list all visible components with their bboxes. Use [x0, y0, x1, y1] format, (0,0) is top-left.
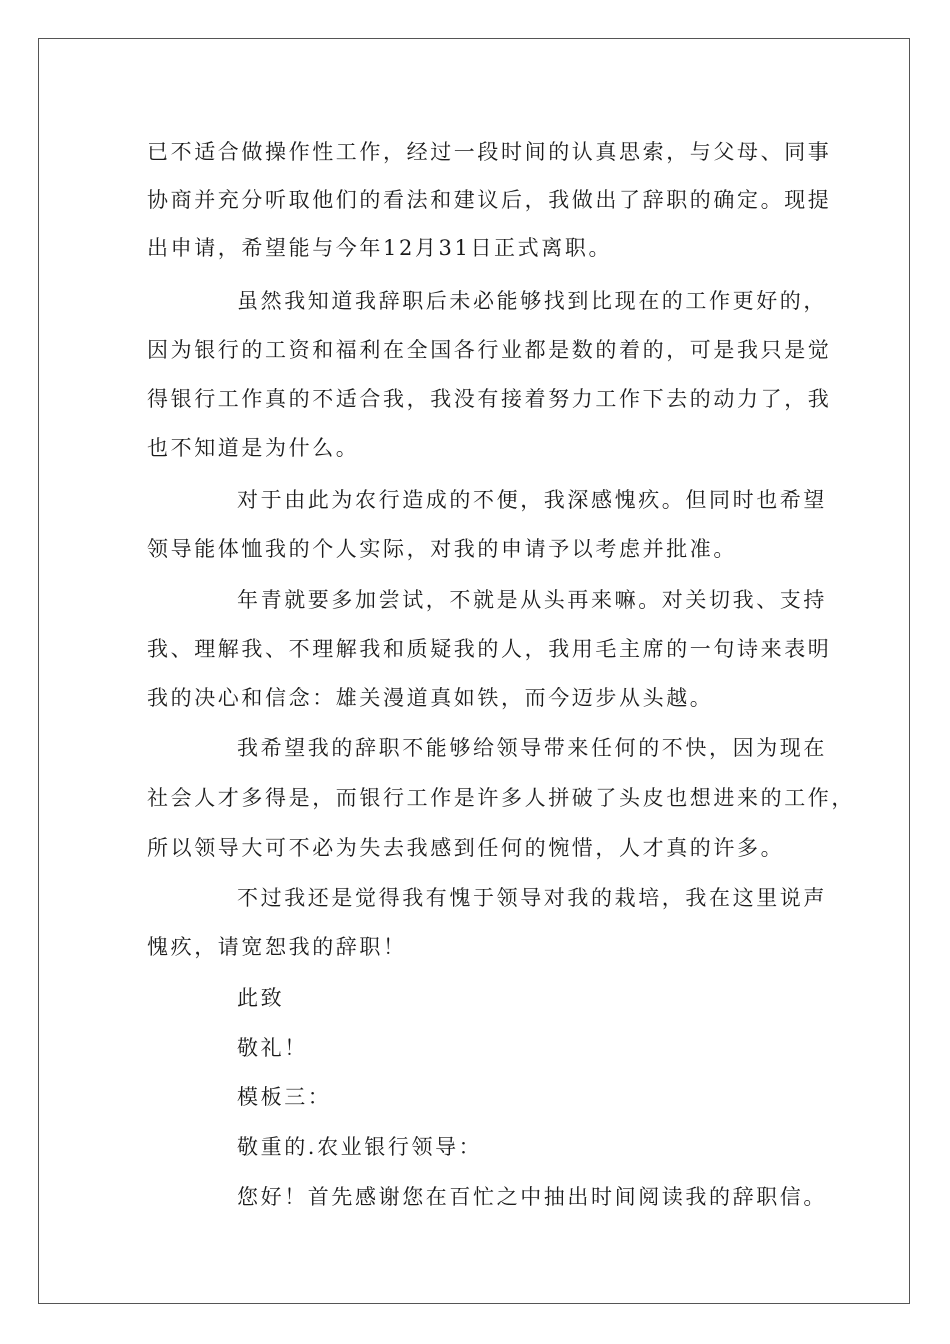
text-line: 所以领导大可不必为失去我感到任何的惋惜，人才真的许多。	[147, 836, 785, 860]
text-line: 得银行工作真的不适合我，我没有接着努力工作下去的动力了，我	[147, 387, 832, 411]
text-line: 模板三：	[237, 1085, 332, 1109]
text-line: 虽然我知道我辞职后未必能够找到比现在的工作更好的，	[237, 289, 827, 313]
text-line: 您好！首先感谢您在百忙之中抽出时间阅读我的辞职信。	[237, 1185, 827, 1209]
text-line: 我希望我的辞职不能够给领导带来任何的不快，因为现在	[237, 736, 827, 760]
text-line: 此致	[237, 986, 285, 1010]
text-line: 不过我还是觉得我有愧于领导对我的栽培，我在这里说声	[237, 886, 827, 910]
text-line: 敬重的.农业银行领导：	[237, 1135, 483, 1159]
text-line: 社会人才多得是，而银行工作是许多人拼破了头皮也想进来的工作，	[147, 786, 855, 810]
text-line: 领导能体恤我的个人实际，对我的申请予以考虑并批准。	[147, 537, 737, 561]
text-line: 年青就要多加尝试，不就是从头再来嘛。对关切我、支持	[237, 588, 827, 612]
text-line: 对于由此为农行造成的不便，我深感愧疚。但同时也希望	[237, 488, 827, 512]
text-line: 出申请，希望能与今年12月31日正式离职。	[147, 236, 613, 260]
text-line: 因为银行的工资和福利在全国各行业都是数的着的，可是我只是觉	[147, 338, 832, 362]
page-border	[38, 38, 910, 1304]
text-line: 我的决心和信念：雄关漫道真如铁，而今迈步从头越。	[147, 686, 714, 710]
text-line: 我、理解我、不理解我和质疑我的人，我用毛主席的一句诗来表明	[147, 637, 832, 661]
text-line: 敬礼！	[237, 1036, 308, 1060]
text-line: 协商并充分听取他们的看法和建议后，我做出了辞职的确定。现提	[147, 188, 832, 212]
text-line: 也不知道是为什么。	[147, 436, 360, 460]
text-line: 已不适合做操作性工作，经过一段时间的认真思索，与父母、同事	[147, 140, 832, 164]
text-line: 愧疚，请宽恕我的辞职！	[147, 935, 407, 959]
